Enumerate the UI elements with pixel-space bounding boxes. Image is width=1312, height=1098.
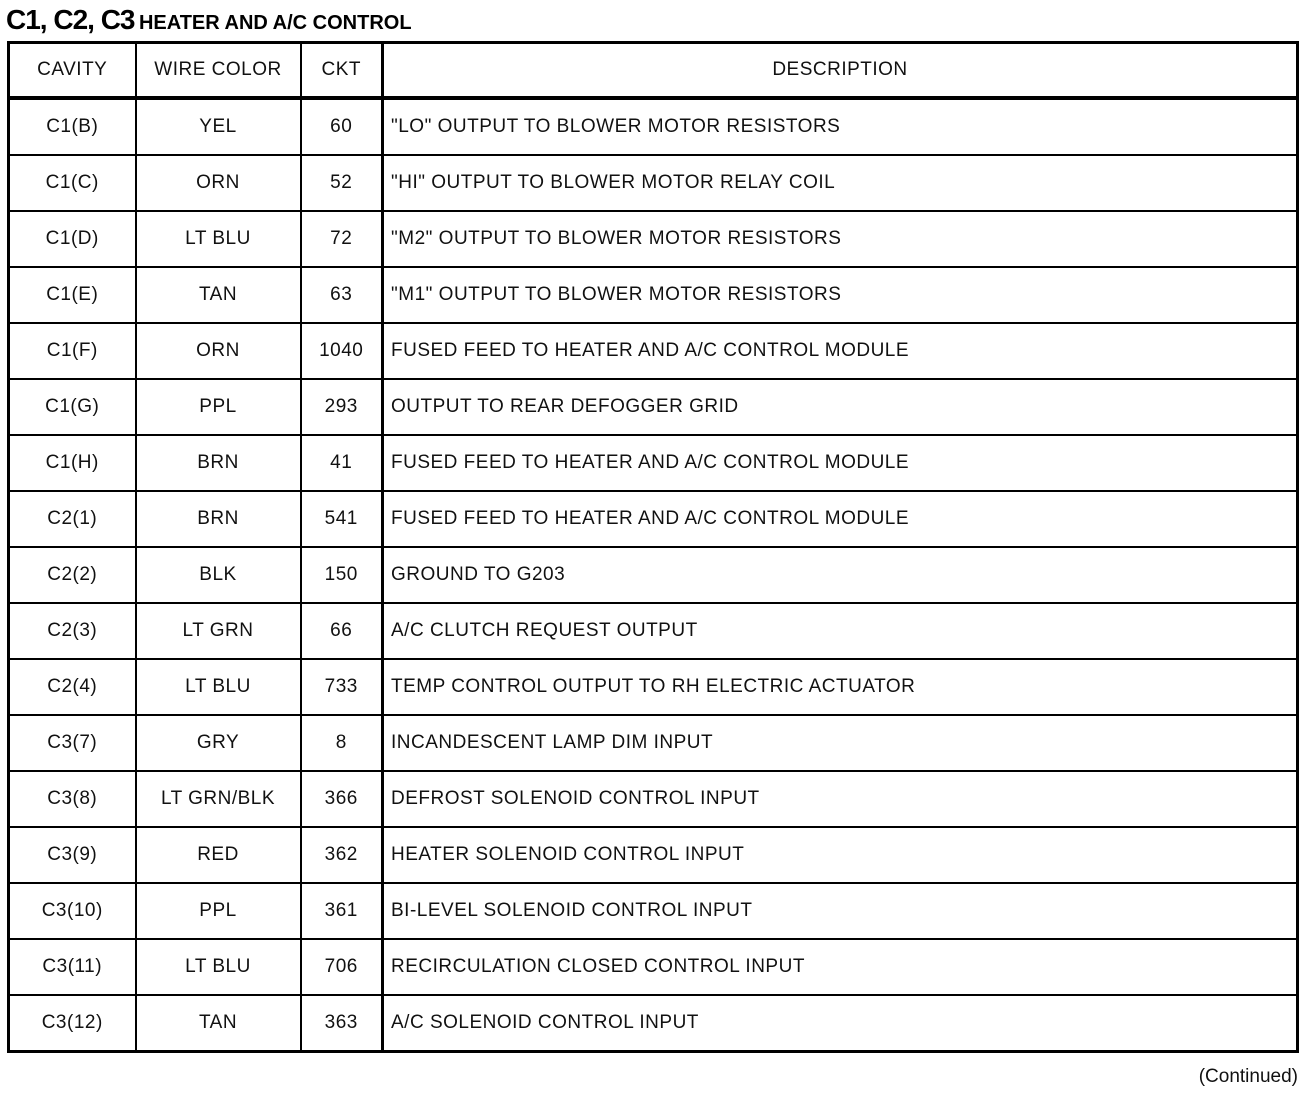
cell-ckt: 366 [301,771,383,827]
cell-description: A/C SOLENOID CONTROL INPUT [383,995,1298,1052]
cell-description: BI-LEVEL SOLENOID CONTROL INPUT [383,883,1298,939]
cell-ckt: 8 [301,715,383,771]
table-row [9,659,1298,715]
cell-ckt: 706 [301,939,383,995]
cell-wire-color: LT GRN/BLK [136,771,301,827]
cell-wire-color: GRY [136,715,301,771]
cell-ckt: 363 [301,995,383,1052]
table-row [9,323,1298,379]
cell-wire-color: LT BLU [136,659,301,715]
cell-description: DEFROST SOLENOID CONTROL INPUT [383,771,1298,827]
cell-description: "LO" OUTPUT TO BLOWER MOTOR RESISTORS [383,98,1298,155]
cell-wire-color: RED [136,827,301,883]
cell-ckt: 733 [301,659,383,715]
cell-ckt: 63 [301,267,383,323]
cell-description: OUTPUT TO REAR DEFOGGER GRID [383,379,1298,435]
cell-wire-color: LT BLU [136,211,301,267]
cell-ckt: 541 [301,491,383,547]
title-text: HEATER AND A/C CONTROL [138,12,412,34]
table-row [9,211,1298,267]
cell-cavity: C2(3) [9,603,136,659]
cell-wire-color: ORN [136,323,301,379]
cell-wire-color: PPL [136,379,301,435]
table-row [9,603,1298,659]
cell-description: RECIRCULATION CLOSED CONTROL INPUT [383,939,1298,995]
cell-description: FUSED FEED TO HEATER AND A/C CONTROL MODULE [383,435,1298,491]
table-row [9,379,1298,435]
cell-description: TEMP CONTROL OUTPUT TO RH ELECTRIC ACTUATOR [383,659,1298,715]
table-row [9,883,1298,939]
header-ckt: CKT [301,43,383,99]
table-row [9,547,1298,603]
cell-description: INCANDESCENT LAMP DIM INPUT [383,715,1298,771]
cell-cavity: C1(G) [9,379,136,435]
title-connector-codes: C1, C2, C3 [6,4,135,35]
table-row [9,827,1298,883]
connector-table [7,41,1299,1053]
table-row [9,715,1298,771]
cell-description: FUSED FEED TO HEATER AND A/C CONTROL MODULE [383,323,1298,379]
page-title [6,3,412,37]
table-row [9,267,1298,323]
cell-cavity: C3(10) [9,883,136,939]
table-row [9,435,1298,491]
cell-cavity: C3(8) [9,771,136,827]
cell-ckt: 52 [301,155,383,211]
cell-ckt: 362 [301,827,383,883]
cell-cavity: C3(9) [9,827,136,883]
cell-description: HEATER SOLENOID CONTROL INPUT [383,827,1298,883]
cell-cavity: C1(D) [9,211,136,267]
cell-description: GROUND TO G203 [383,547,1298,603]
cell-cavity: C3(7) [9,715,136,771]
cell-wire-color: BRN [136,491,301,547]
cell-cavity: C2(1) [9,491,136,547]
cell-cavity: C3(11) [9,939,136,995]
table-body [9,98,1298,1052]
cell-ckt: 361 [301,883,383,939]
cell-ckt: 293 [301,379,383,435]
cell-ckt: 150 [301,547,383,603]
table-row [9,771,1298,827]
cell-cavity: C3(12) [9,995,136,1052]
table-row [9,939,1298,995]
cell-wire-color: YEL [136,98,301,155]
cell-cavity: C2(2) [9,547,136,603]
table-row [9,995,1298,1052]
cell-description: FUSED FEED TO HEATER AND A/C CONTROL MODULE [383,491,1298,547]
cell-ckt: 66 [301,603,383,659]
cell-wire-color: ORN [136,155,301,211]
cell-ckt: 60 [301,98,383,155]
cell-wire-color: TAN [136,995,301,1052]
cell-wire-color: BRN [136,435,301,491]
cell-ckt: 41 [301,435,383,491]
cell-ckt: 72 [301,211,383,267]
cell-wire-color: LT BLU [136,939,301,995]
header-description: DESCRIPTION [383,43,1298,99]
cell-cavity: C1(E) [9,267,136,323]
cell-cavity: C1(F) [9,323,136,379]
cell-cavity: C2(4) [9,659,136,715]
table-row [9,155,1298,211]
cell-wire-color: PPL [136,883,301,939]
cell-wire-color: LT GRN [136,603,301,659]
cell-description: A/C CLUTCH REQUEST OUTPUT [383,603,1298,659]
cell-description: "M1" OUTPUT TO BLOWER MOTOR RESISTORS [383,267,1298,323]
cell-cavity: C1(B) [9,98,136,155]
header-wire-color: WIRE COLOR [136,43,301,99]
cell-ckt: 1040 [301,323,383,379]
cell-description: "M2" OUTPUT TO BLOWER MOTOR RESISTORS [383,211,1298,267]
cell-cavity: C1(H) [9,435,136,491]
cell-wire-color: TAN [136,267,301,323]
header-cavity: CAVITY [9,43,136,99]
cell-wire-color: BLK [136,547,301,603]
continued-note: (Continued) [1198,1066,1298,1087]
cell-cavity: C1(C) [9,155,136,211]
table-row [9,98,1298,155]
cell-description: "HI" OUTPUT TO BLOWER MOTOR RELAY COIL [383,155,1298,211]
table-row [9,491,1298,547]
table-header-row [9,43,1298,99]
